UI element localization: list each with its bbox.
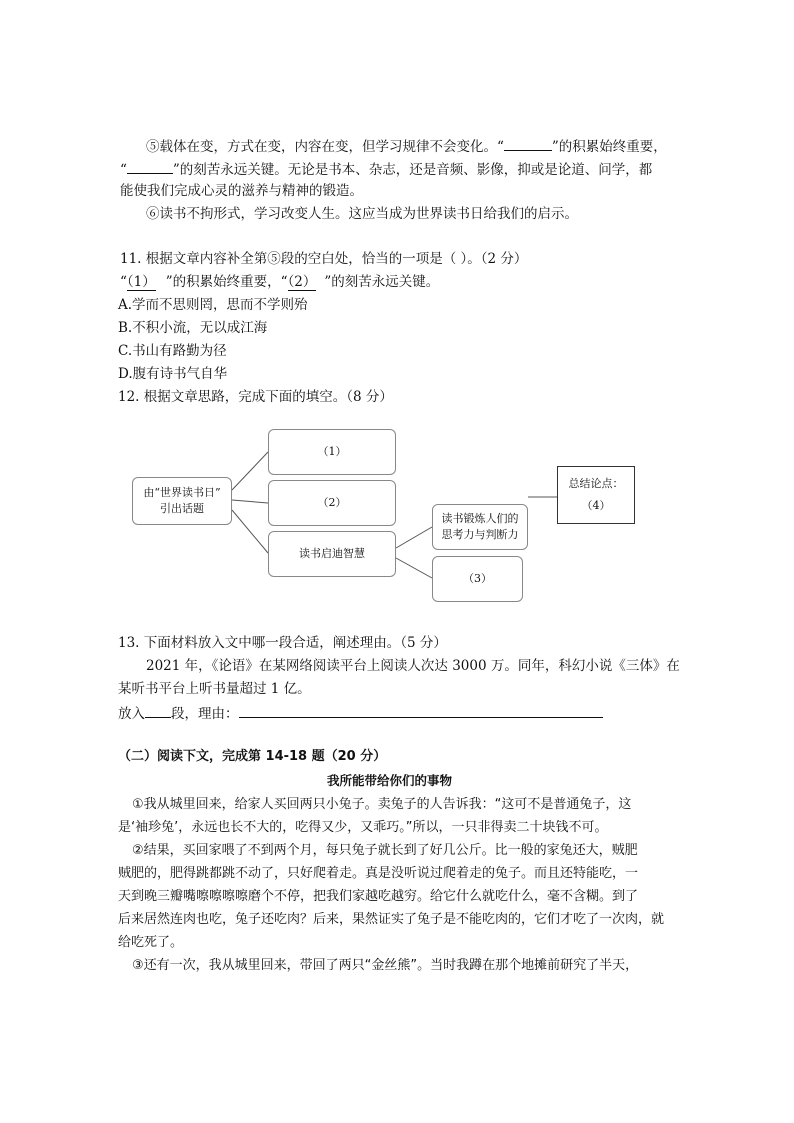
section2-heading: （二）阅读下文，完成第 14-18 题（20 分） bbox=[118, 749, 387, 764]
q11-fill-sentence: “（1） ”的积累始终重要，“（2） ”的刻苦永远关键。 bbox=[120, 274, 440, 290]
q13-paragraph-blank[interactable] bbox=[145, 703, 171, 718]
diagram-conclusion-node[interactable]: 总结论点： （4） bbox=[557, 466, 635, 524]
diagram-node-wisdom: 读书启迪智慧 bbox=[268, 531, 396, 577]
para5-line1: ⑤载体在变，方式在变，内容在变，但学习规律不会变化。“ ”的积累始终重要， bbox=[146, 136, 667, 156]
connector-root-b3 bbox=[232, 510, 268, 553]
q11-stem: 11. 根据文章内容补全第⑤段的空白处，恰当的一项是（ ）。（2 分） bbox=[120, 251, 528, 267]
diagram-blank-node-2[interactable]: （2） bbox=[268, 480, 396, 526]
article-p2-line3: 天到晚三瓣嘴嚓嚓嚓嚓磨个不停，把我们家越吃越穷。给它什么就吃什么，毫不含糊。到了 bbox=[118, 889, 639, 904]
q13-stem: 13. 下面材料放入文中哪一段合适，阐述理由。（5 分） bbox=[118, 635, 447, 651]
q11-option-d: D.腹有诗书气自华 bbox=[118, 366, 228, 382]
q13-material-line1: 2021 年，《论语》在某网络阅读平台上阅读人次达 3000 万。同年，科幻小说《三体》在 bbox=[146, 658, 680, 674]
article-p2-line1: ②结果，买回家喂了不到两个月，每只兔子就长到了好几公斤。比一般的家兔还大，贼肥 bbox=[132, 843, 638, 858]
connector-b3-sub2 bbox=[396, 558, 432, 578]
article-p1-line1: ①我从城里回来，给家人买回两只小兔子。卖兔子的人告诉我：“这可不是普通兔子，这 bbox=[132, 797, 632, 812]
article-title: 我所能带给你们的事物 bbox=[327, 773, 453, 788]
q13-reason-blank[interactable] bbox=[239, 703, 603, 718]
connector-root-b2 bbox=[232, 500, 268, 503]
diagram-node-thinking: 读书锻炼人们的 思考力与判断力 bbox=[432, 504, 528, 550]
q13-material-line2: 某听书平台上听书量超过 1 亿。 bbox=[118, 681, 311, 697]
article-p1-line2: 是‘袖珍兔’，永远也长不大的，吃得又少，又乖巧。”所以，一只非得卖二十块钱不可。 bbox=[118, 820, 608, 835]
article-p3-line1: ③还有一次，我从城里回来，带回了两只“金丝熊”。当时我蹲在那个地摊前研究了半天， bbox=[132, 958, 639, 973]
q13-answer-line: 放入 段，理由： bbox=[118, 703, 603, 723]
para5-line2: “ ”的刻苦永远关键。无论是书本、杂志，还是音频、影像，抑或是论道、问学，都 bbox=[120, 159, 652, 179]
para6: ⑥读书不拘形式，学习改变人生。这应当成为世界读书日给我们的启示。 bbox=[146, 206, 578, 222]
q11-option-c: C.书山有路勤为径 bbox=[118, 343, 227, 359]
q11-option-a: A.学而不思则罔，思而不学则殆 bbox=[118, 297, 308, 313]
connector-root-b1 bbox=[232, 452, 268, 490]
diagram-root-node: 由“世界读书日” 引出话题 bbox=[132, 477, 232, 525]
connector-b3-sub1 bbox=[396, 527, 432, 548]
para5-line3: 能使我们完成心灵的滋养与精神的锻造。 bbox=[120, 183, 363, 199]
q11-option-b: B.不积小流，无以成江海 bbox=[118, 320, 268, 336]
article-p2-line5: 给吃死了。 bbox=[118, 935, 184, 950]
article-p2-line4: 后来居然连肉也吃，兔子还吃肉？后来，果然证实了兔子是不能吃肉的，它们才吃了一次肉，就 bbox=[118, 912, 665, 927]
diagram-blank-node-3[interactable]: （3） bbox=[432, 556, 523, 602]
q11-blank1: （1） bbox=[126, 274, 156, 290]
q11-blank2: （2） bbox=[287, 274, 317, 290]
q12-stem: 12. 根据文章思路，完成下面的填空。（8 分） bbox=[118, 389, 393, 405]
article-p2-line2: 贼肥的，肥得跳都跳不动了，只好爬着走。真是没听说过爬着走的兔子。而且还特能吃，一 bbox=[118, 866, 639, 881]
diagram-blank-node-1[interactable]: （1） bbox=[268, 429, 396, 475]
